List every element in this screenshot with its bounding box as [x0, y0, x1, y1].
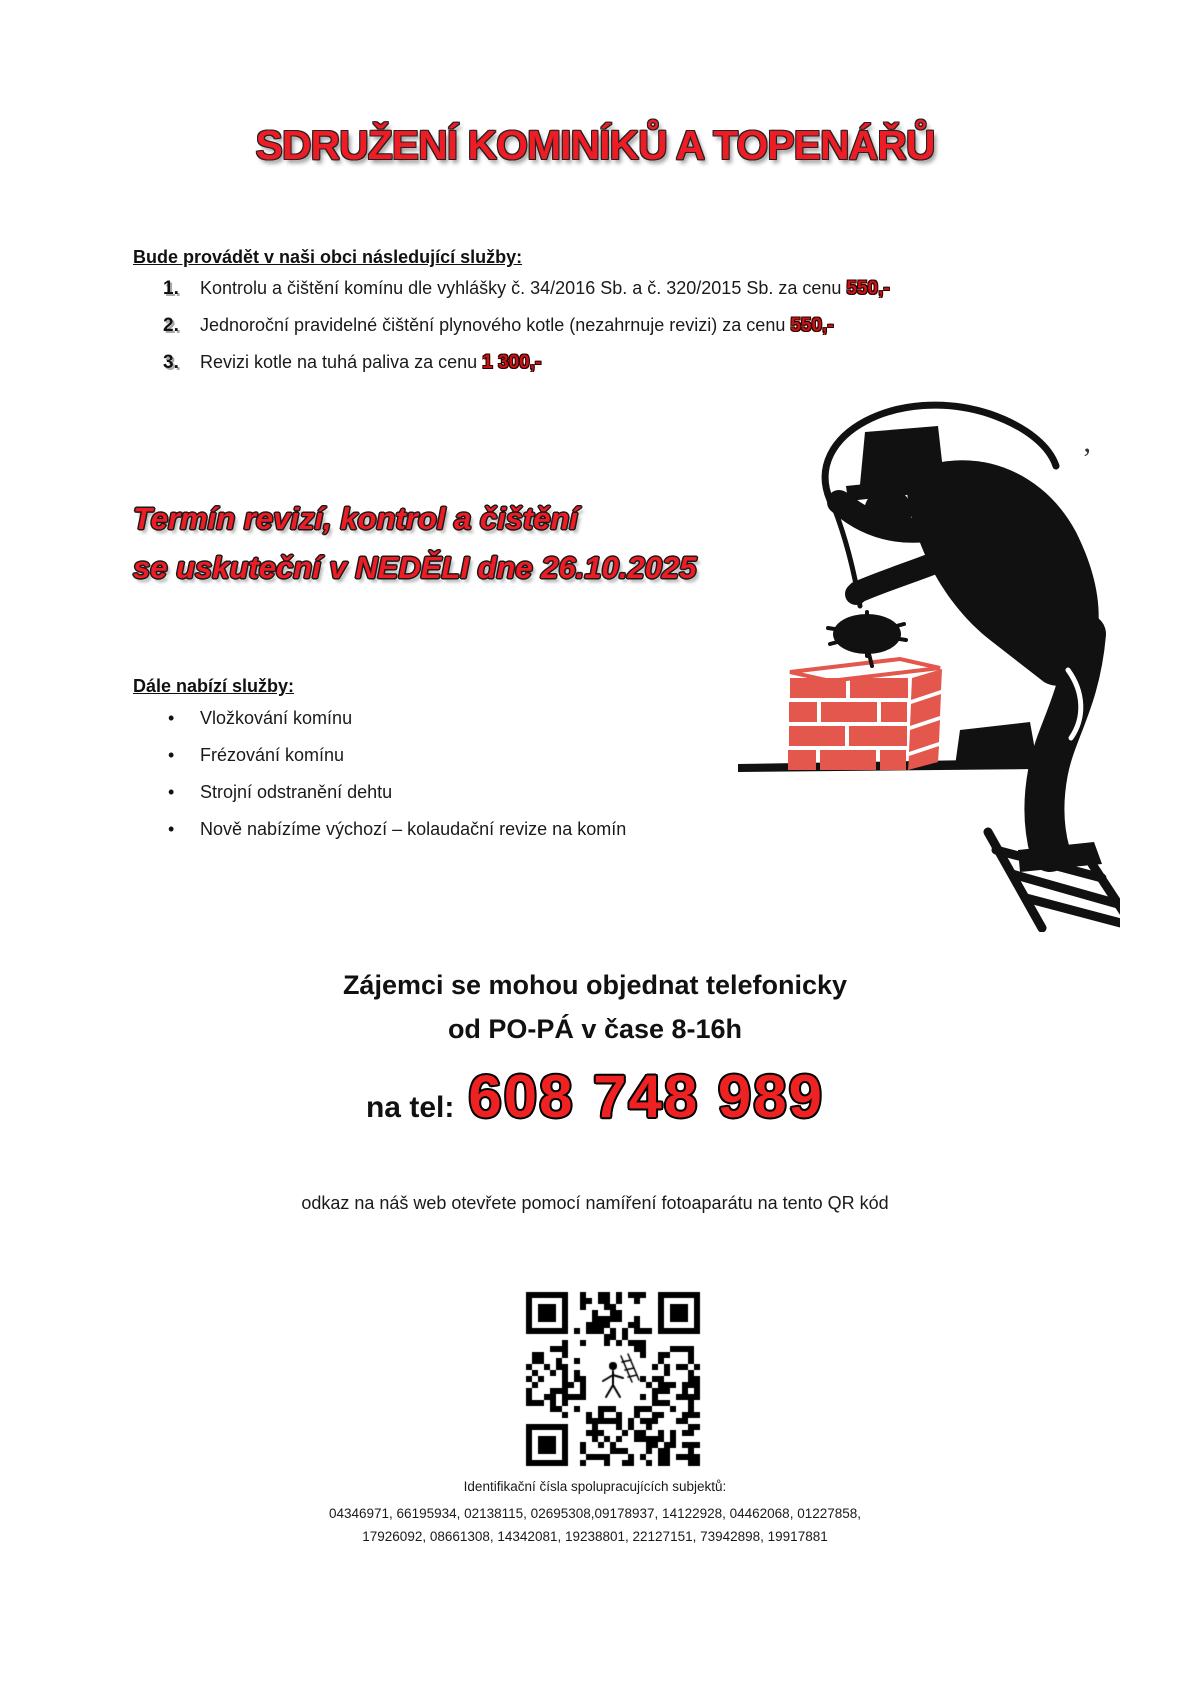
- phone-label: na tel:: [365, 1091, 455, 1124]
- footer-heading: Identifikační čísla spolupracujících subjektů:: [463, 1479, 727, 1494]
- term-notice-line2: se uskuteční v NEDĚLI dne 26.10.2025: [133, 550, 697, 585]
- contact-line2: od PO-PÁ v čase 8-16h: [447, 1014, 743, 1044]
- footer-ids: [0, 1502, 1190, 1548]
- bullet-label: Strojní odstranění dehtu: [200, 782, 393, 802]
- brick: [820, 750, 876, 770]
- hand: [845, 583, 867, 605]
- bullet-label: Nově nabízíme výchozí – kolaudační revize na komín: [200, 819, 627, 839]
- brick: [788, 750, 816, 770]
- brick: [789, 702, 817, 722]
- brick: [850, 678, 908, 698]
- bullet-label: Frézování komínu: [200, 745, 345, 765]
- service-item: [133, 313, 1033, 338]
- more-services-heading-text: Dále nabízí služby:: [133, 676, 295, 696]
- service-text-label: Kontrolu a čištění komínu dle vyhlášky č. 34/2016 Sb. a č. 320/2015 Sb. za cenu: [200, 278, 842, 298]
- contact-line1: Zájemci se mohou objednat telefonicky: [342, 970, 848, 1000]
- service-number: 2.: [163, 315, 179, 336]
- bullet-dot: •: [168, 708, 175, 728]
- services-list: [133, 276, 1033, 387]
- brick: [849, 726, 907, 746]
- brick: [910, 694, 941, 726]
- hand: [827, 490, 851, 514]
- service-text-label: Jednoroční pravidelné čištění plynového kotle (nezahrnuje revizi) za cenu: [200, 315, 786, 335]
- brick-chimney: [788, 659, 942, 770]
- qr-code: [520, 1286, 706, 1472]
- bullet-dot: •: [168, 819, 175, 839]
- services-heading-text: Bude provádět v naši obci následující služby:: [133, 247, 523, 267]
- services-heading: [133, 247, 522, 268]
- service-text: [200, 313, 834, 338]
- footer-ids-line1: 04346971, 66195934, 02138115, 02695308,09178937, 14122928, 04462068, 01227858,: [328, 1506, 862, 1521]
- chimney-shadow: [955, 722, 1038, 767]
- service-price: 1 300,-: [482, 352, 542, 373]
- service-price: 550,-: [846, 278, 890, 299]
- service-item: [133, 276, 1033, 301]
- service-price: 550,-: [790, 315, 834, 336]
- brick: [881, 702, 907, 722]
- chimney-sweep-illustration: [660, 372, 1120, 932]
- brick: [790, 678, 846, 698]
- page-title: SDRUŽENÍ KOMINÍKŮ A TOPENÁŘŮ: [255, 122, 935, 168]
- term-notice-line1: Termín revizí, kontrol a čištění: [133, 501, 579, 536]
- brick: [909, 720, 940, 752]
- stray-mark: ’: [1082, 442, 1092, 475]
- brick: [821, 702, 877, 722]
- qr-caption: odkaz na náš web otevřete pomocí namíření fotoaparátu na tento QR kód: [301, 1193, 889, 1213]
- brick: [880, 750, 906, 770]
- phone-number: 608 748 989: [468, 1063, 825, 1130]
- brick: [789, 726, 845, 746]
- bullet-dot: •: [168, 782, 175, 802]
- service-number: 1.: [163, 278, 179, 299]
- footer-ids-line2: 17926092, 08661308, 14342081, 19238801, 22127151, 73942898, 19917881: [362, 1529, 828, 1544]
- service-text: [200, 350, 541, 375]
- service-text-label: Revizi kotle na tuhá paliva za cenu: [200, 352, 478, 372]
- bullet-label: Vložkování komínu: [200, 708, 353, 728]
- bullet-dot: •: [168, 745, 175, 765]
- phone-line: [0, 1062, 1190, 1131]
- more-services-heading: [133, 676, 294, 697]
- service-number: 3.: [163, 352, 179, 373]
- service-text: [200, 276, 890, 301]
